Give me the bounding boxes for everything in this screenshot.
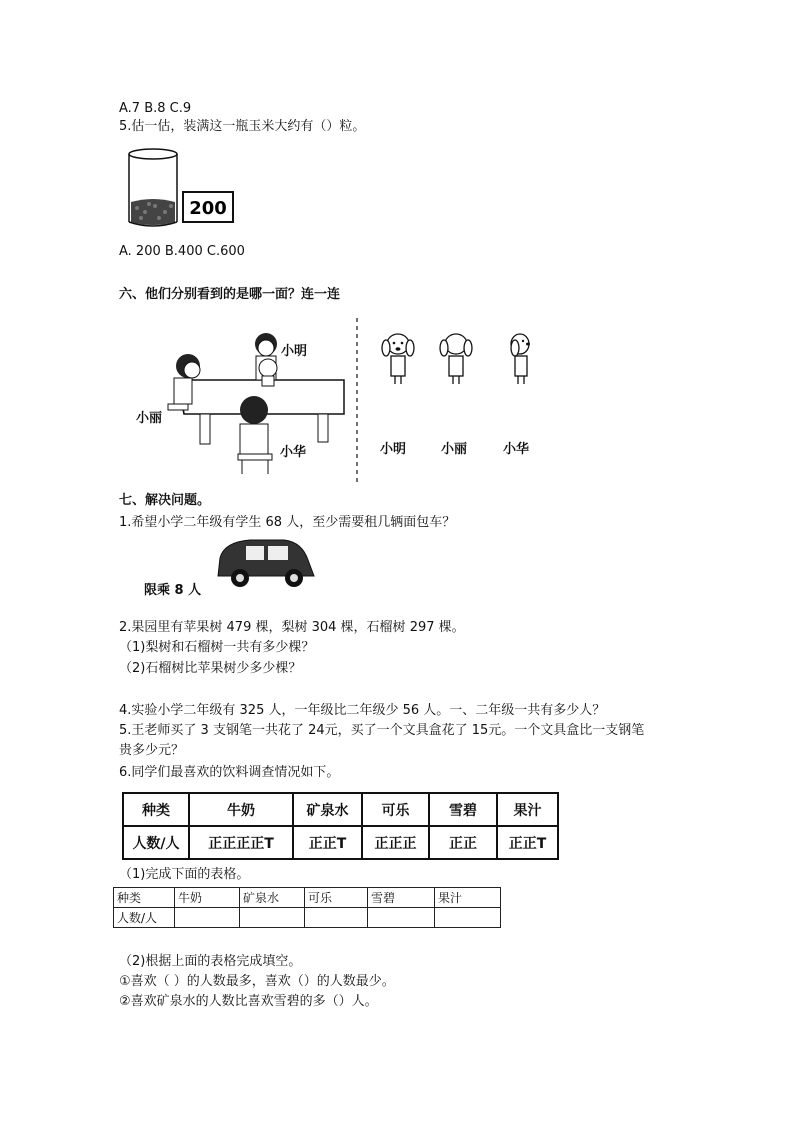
corn-jar-illustration: [125, 142, 237, 228]
table-row: [123, 826, 558, 859]
table-row: [114, 908, 501, 928]
q7-5-line2: 贵多少元？: [119, 743, 185, 758]
answer-cell[interactable]: [175, 908, 240, 928]
table-cell: 正正正: [362, 826, 429, 859]
table-cell: 雪碧: [368, 888, 435, 908]
table-cell: 牛奶: [175, 888, 240, 908]
table-cell: 果汁: [435, 888, 501, 908]
table-cell: 矿泉水: [293, 793, 362, 826]
dashed-divider: [355, 318, 359, 486]
table-cell: 种类: [123, 793, 189, 826]
jar-sample-count: 200: [189, 198, 227, 219]
table-cell: 种类: [114, 888, 175, 908]
table-cell: 正正: [429, 826, 497, 859]
car-capacity-label: 限乘 8 人: [144, 583, 202, 598]
answer-cell[interactable]: [435, 908, 501, 928]
q7-6-sub2: （2)根据上面的表格完成填空。: [119, 954, 302, 969]
dog-views-illustration: [378, 330, 538, 388]
table-cell: 矿泉水: [240, 888, 305, 908]
section7-heading: 七、解决问题。: [119, 493, 211, 508]
table-cell: 人数/人: [123, 826, 189, 859]
q7-2-sub1: （1)梨树和石榴树一共有多少棵？: [119, 640, 315, 655]
answer-label-xiaohua: 小华: [503, 442, 530, 457]
table-cell: 牛奶: [189, 793, 293, 826]
q4-options: A.7 B.8 C.9: [119, 101, 192, 116]
scene-label-xiaoli: 小丽: [136, 411, 163, 426]
tally-table: [122, 792, 559, 860]
minibus-illustration: [210, 536, 322, 592]
answer-cell[interactable]: [368, 908, 435, 928]
q7-2-question: 2.果园里有苹果树 479 棵，梨树 304 棵，石榴树 297 棵。: [119, 620, 465, 635]
blank-table: [113, 887, 501, 928]
q7-6-question: 6.同学们最喜欢的饮料调查情况如下。: [119, 765, 340, 780]
table-row: [123, 793, 558, 826]
answer-cell[interactable]: [305, 908, 368, 928]
table-cell: 正正T: [293, 826, 362, 859]
table-cell: 可乐: [362, 793, 429, 826]
table-cell: 正正T: [497, 826, 558, 859]
q7-6-fill1: ①喜欢（ ）的人数最多，喜欢（）的人数最少。: [119, 974, 395, 989]
table-row: [114, 888, 501, 908]
scene-label-xiaoming: 小明: [281, 344, 308, 359]
scene-label-xiaohua: 小华: [280, 445, 307, 460]
table-scene-illustration: [130, 322, 352, 480]
table-cell: 果汁: [497, 793, 558, 826]
q7-1-question: 1.希望小学二年级有学生 68 人，至少需要租几辆面包车？: [119, 515, 456, 530]
answer-label-xiaoming: 小明: [380, 442, 407, 457]
q5-options: A. 200 B.400 C.600: [119, 244, 245, 259]
table-cell: 可乐: [305, 888, 368, 908]
q7-5-line1: 5.王老师买了 3 支钢笔一共花了 24元，买了一个文具盒花了 15元。一个文具盒比一支钢笔: [119, 723, 645, 738]
q7-6-fill2: ②喜欢矿泉水的人数比喜欢雪碧的多（）人。: [119, 994, 378, 1009]
q5-question: 5.估一估，装满这一瓶玉米大约有（）粒。: [119, 119, 366, 134]
table-cell: 人数/人: [114, 908, 175, 928]
table-cell: 雪碧: [429, 793, 497, 826]
q7-2-sub2: （2)石榴树比苹果树少多少棵？: [119, 661, 302, 676]
answer-cell[interactable]: [240, 908, 305, 928]
answer-label-xiaoli: 小丽: [441, 442, 468, 457]
q7-4-question: 4.实验小学二年级有 325 人，一年级比二年级少 56 人。一、二年级一共有多少人？: [119, 703, 606, 718]
section6-heading: 六、他们分别看到的是哪一面？连一连: [119, 287, 341, 302]
q7-6-sub1: （1)完成下面的表格。: [119, 867, 250, 882]
table-cell: 正正正正T: [189, 826, 293, 859]
